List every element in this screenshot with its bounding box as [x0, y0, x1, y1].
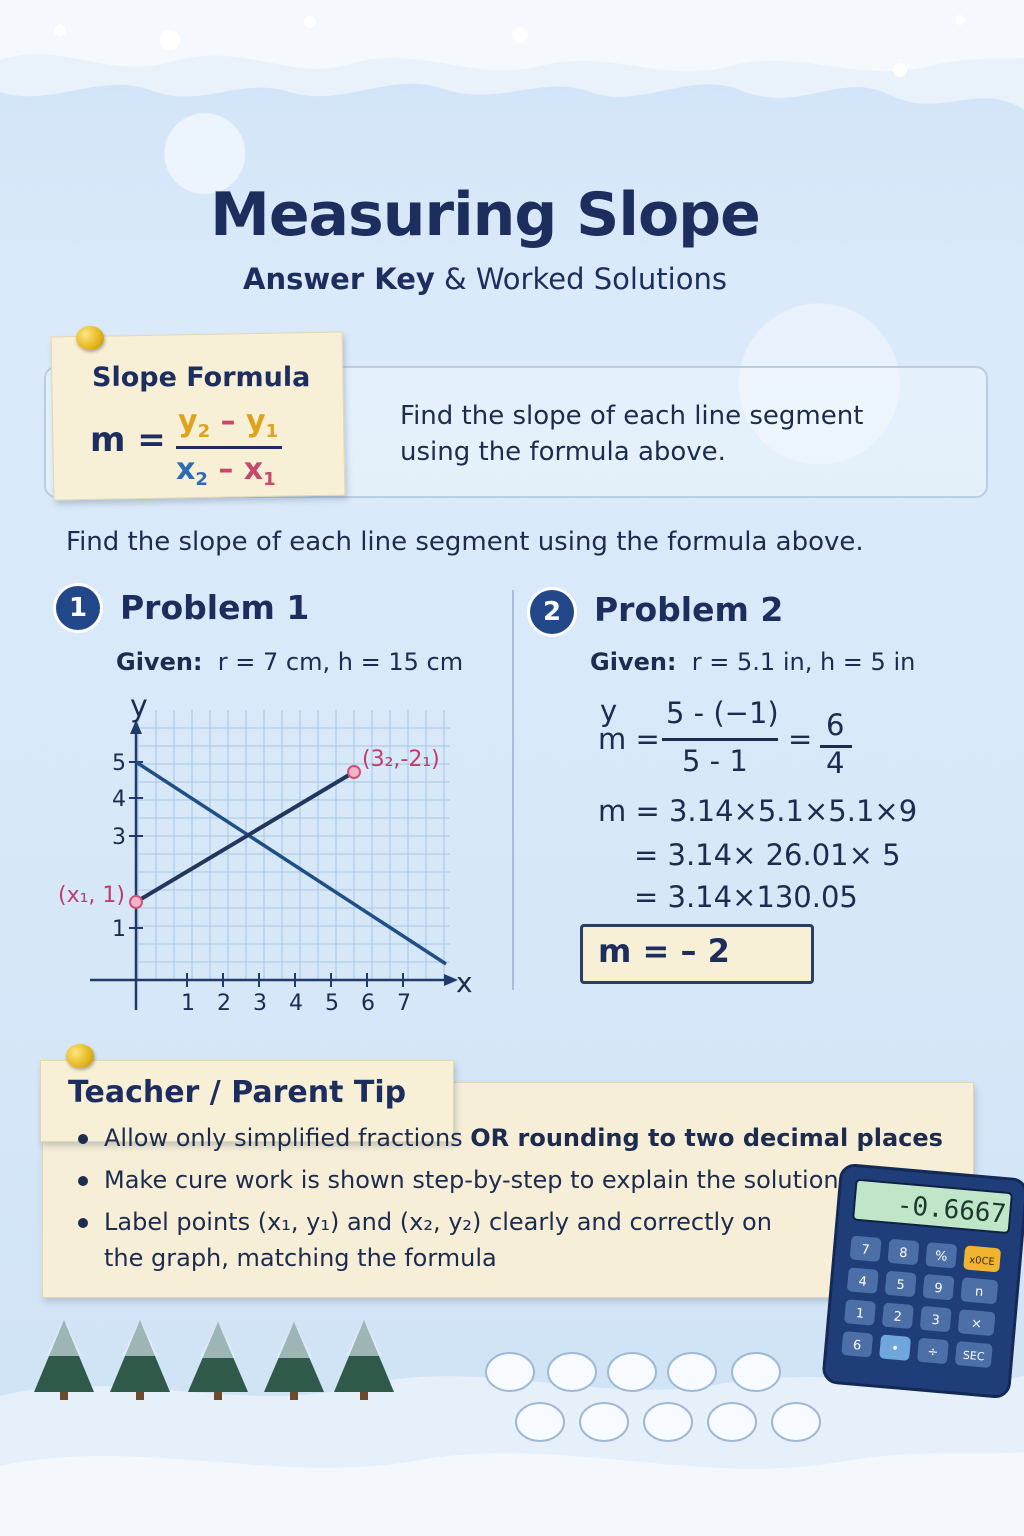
calculator-key: x0CE [968, 1254, 996, 1268]
calculator-key: 1 [855, 1306, 865, 1322]
snowball-icon [580, 1403, 628, 1441]
calc-line-2: = 3.14× 26.01× 5 [634, 838, 901, 872]
calculator-display: -0.6667 [895, 1190, 1008, 1230]
snowball-icon [708, 1403, 756, 1441]
snowball-icon [548, 1353, 596, 1391]
pin-icon [66, 1044, 94, 1068]
tree-icon [334, 1320, 394, 1400]
step-fraction-bar [662, 738, 778, 741]
snowball-icon [772, 1403, 820, 1441]
problem-2-given: Given: r = 5.1 in, h = 5 in [590, 648, 916, 676]
x-tick-label: 1 [181, 991, 195, 1016]
formula-denominator: $x_2 - x_1$ [176, 452, 276, 490]
snowball-icon [732, 1353, 780, 1391]
x-tick-label: 3 [253, 991, 267, 1016]
result-denominator: 4 [826, 746, 845, 780]
calc-line-1: m = 3.14×5.1×5.1×9 [598, 794, 918, 828]
problem-2-badge: 2 [530, 590, 574, 634]
tip-item-continued: the graph, matching the formula [104, 1244, 497, 1272]
snowball-icon [486, 1353, 534, 1391]
problem-2-title: Problem 2 [594, 590, 784, 629]
x-axis-label: x [456, 966, 473, 999]
y-tick-label: 1 [112, 917, 126, 942]
x-tick-label: 2 [217, 991, 231, 1016]
calculator-key: n [974, 1284, 984, 1301]
tip-item: Allow only simplified fractions OR rounding to two decimal places [78, 1124, 943, 1152]
tip-item: Make cure work is shown step-by-step to explain the solution [78, 1166, 839, 1194]
x-tick-label: 4 [289, 991, 303, 1016]
fraction-bar [176, 446, 282, 449]
problem-1-given: Given: r = 7 cm, h = 15 cm [116, 648, 464, 676]
y-tick-label: 5 [112, 751, 126, 776]
step-numerator: 5 - (−1) [666, 696, 779, 730]
point-b [348, 766, 360, 778]
point-b-label: (3₂,-2₁) [362, 747, 440, 772]
calculator-key: % [934, 1248, 948, 1265]
result-numerator: 6 [826, 708, 845, 742]
tip-item: Label points (x₁, y₁) and (x₂, y₂) clearly and correctly on [78, 1208, 772, 1236]
snow-border-top [0, 0, 1024, 170]
calculator-icon [821, 1162, 1024, 1400]
calculator-key: SEC [962, 1348, 985, 1364]
point-a [130, 896, 142, 908]
problem-1-graph [50, 690, 490, 1020]
problem-1-badge: 1 [56, 586, 100, 630]
y-tick-label: 3 [112, 825, 126, 850]
snowball-icon [608, 1353, 656, 1391]
final-answer: m = – 2 [598, 932, 730, 970]
y-mark: y [600, 694, 618, 728]
calc-line-3: = 3.14×130.05 [634, 880, 858, 914]
y-axis-label: y [130, 690, 148, 724]
step-equals: = [788, 722, 813, 756]
tip-title: Teacher / Parent Tip [68, 1075, 407, 1110]
subtitle-bold: Answer Key [243, 262, 435, 296]
tree-icon [34, 1320, 94, 1400]
problem-1-title: Problem 1 [120, 588, 310, 627]
main-instruction: Find the slope of each line segment using the formula above. [66, 527, 864, 557]
calculator-key: 3 [930, 1312, 941, 1329]
m-equals: m = [598, 722, 660, 756]
snowballs [480, 1350, 830, 1450]
column-divider [512, 590, 514, 990]
tree-icon [264, 1322, 324, 1400]
formula-instruction: Find the slope of each line segment using the formula above. [400, 401, 864, 467]
tree-icon [188, 1322, 248, 1400]
pine-trees [24, 1316, 424, 1402]
tree-icon [110, 1320, 170, 1400]
calculator-key: 7 [860, 1242, 871, 1259]
x-tick-label: 5 [325, 991, 339, 1016]
step-denominator: 5 - 1 [682, 744, 748, 778]
decreasing-segment [136, 762, 446, 964]
x-tick-label: 7 [397, 991, 411, 1016]
point-a-label: (x₁, 1) [58, 883, 125, 908]
calculator-key: 2 [892, 1309, 903, 1326]
calculator-key: 4 [857, 1274, 868, 1290]
calculator-key: 5 [895, 1277, 906, 1294]
calculator-key: • [890, 1341, 900, 1357]
calculator-key: 9 [933, 1280, 944, 1297]
snowball-icon [644, 1403, 692, 1441]
formula-label: Slope Formula [92, 362, 311, 393]
calculator-key: 6 [852, 1337, 862, 1354]
snowball-icon [516, 1403, 564, 1441]
x-tick-label: 6 [361, 991, 375, 1016]
snowball-icon [668, 1353, 716, 1391]
formula-m: m = [90, 420, 166, 460]
calculator-key: 8 [898, 1245, 909, 1262]
page-title: Measuring Slope [210, 180, 760, 250]
calculator-key: ÷ [926, 1344, 939, 1361]
graph-axes [90, 730, 450, 1010]
y-tick-label: 4 [112, 787, 126, 812]
pin-icon [76, 326, 104, 350]
subtitle-rest: & Worked Solutions [444, 262, 727, 296]
page-subtitle [0, 262, 970, 296]
formula-numerator: $y_2 - y_1$ [178, 404, 279, 442]
calculator-key: × [970, 1316, 983, 1333]
